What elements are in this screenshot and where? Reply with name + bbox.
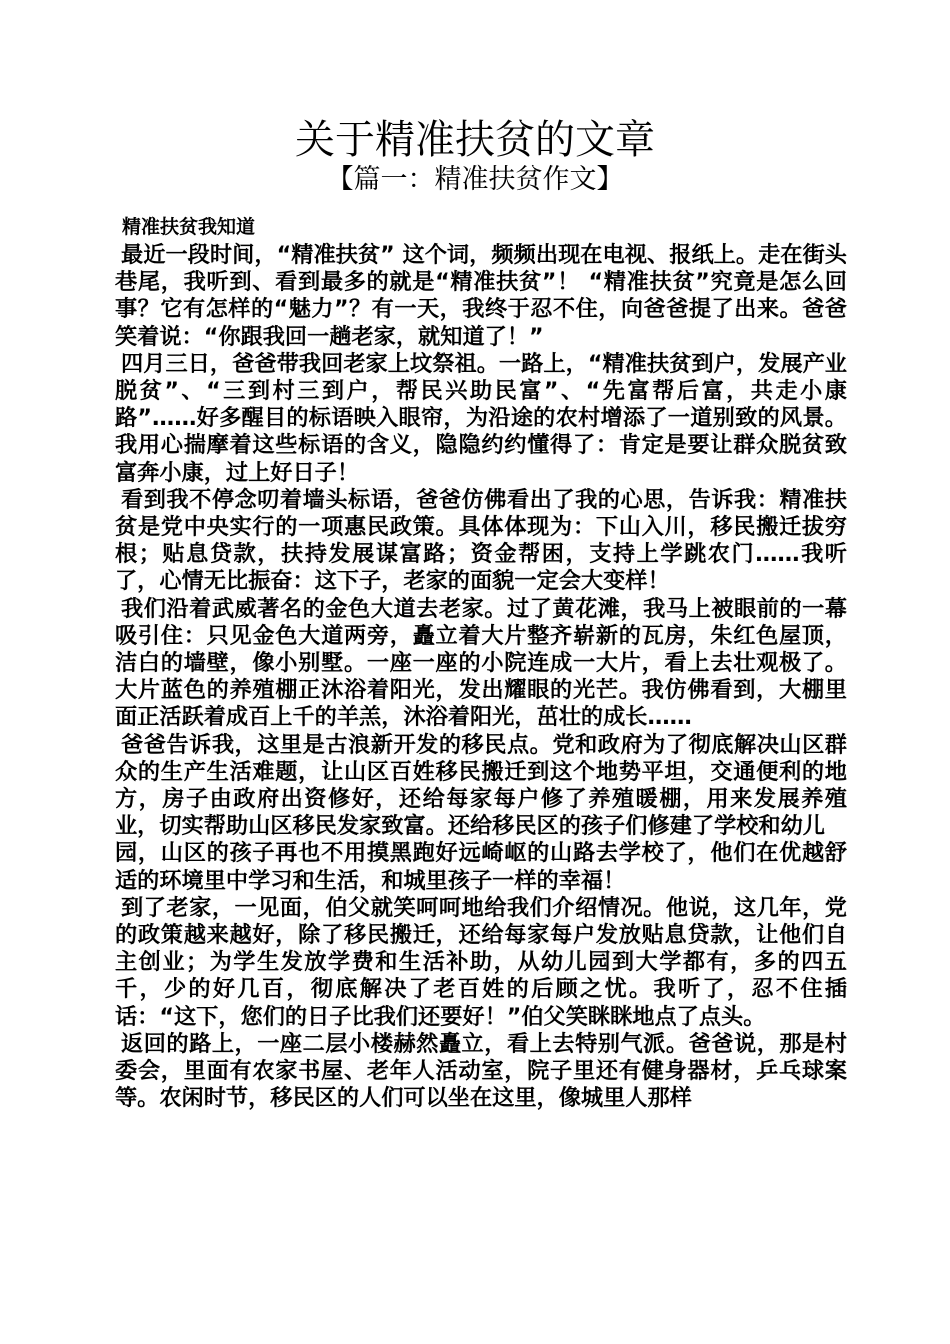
document-subtitle: 【篇一：精准扶贫作文】 <box>326 164 624 195</box>
document-title: 关于精准扶贫的文章 <box>295 117 655 163</box>
paragraph: 看到我不停念叨着墙头标语，爸爸仿佛看出了我的心思，告诉我：精准扶贫是党中央实行的一项惠民政策。具体体现为：下山入川，移民搬迁拔穷根；贴息贷款，扶持发展谋富路；资金帮困，支持上学跳农门……我听了，心情无比振奋：这下子，老家的面貌一定会大变样！ <box>115 486 847 595</box>
document-body <box>115 212 847 1113</box>
paragraph: 爸爸告诉我，这里是古浪新开发的移民点。党和政府为了彻底解决山区群众的生产生活难题，让山区百姓移民搬迁到这个地势平坦，交通便利的地方，房子由政府出资修好，还给每家每户修了养殖暖棚，用来发展养殖业，切实帮助山区移民发家致富。还给移民区的孩子们修建了学校和幼儿 <box>115 731 847 840</box>
paragraph: 我们沿着武威著名的金色大道去老家。过了黄花滩，我马上被眼前的一幕吸引住：只见金色大道两旁，矗立着大片整齐崭新的瓦房，朱红色屋顶，洁白的墙壁，像小别墅。一座一座的小院连成一大片，看上去壮观极了。大片蓝色的养殖棚正沐浴着阳光，发出耀眼的光芒。我仿佛看到，大棚里面正活跃着成百上千的羊羔，沐浴着阳光，茁壮的成长…… <box>115 595 847 731</box>
paragraph: 园，山区的孩子再也不用摸黑跑好远崎岖的山路去学校了，他们在优越舒适的环境里中学习和生活，和城里孩子一样的幸福！ <box>115 840 847 894</box>
paragraph: 返回的路上，一座二层小楼赫然矗立，看上去特别气派。爸爸说，那是村委会，里面有农家书屋、老年人活动室，院子里还有健身器材，乒乓球案等。农闲时节，移民区的人们可以坐在这里，像城里人那样 <box>115 1030 847 1112</box>
paragraph: 到了老家，一见面，伯父就笑呵呵地给我们介绍情况。他说，这几年，党的政策越来越好，除了移民搬迁，还给每家每户发放贴息贷款，让他们自主创业；为学生发放学费和生活补助，从幼儿园到大学都有，多的四五千，少的好几百，彻底解决了老百姓的后顾之忧。我听了，忍不住插话：“这下，您们的日子比我们还要好！”伯父笑眯眯地点了点头。 <box>115 894 847 1030</box>
paragraph: 四月三日，爸爸带我回老家上坟祭祖。一路上，“精准扶贫到户，发展产业脱贫”、“三到村三到户，帮民兴助民富”、“先富帮后富，共走小康路”……好多醒目的标语映入眼帘，为沿途的农村增添了一道别致的风景。我用心揣摩着这些标语的含义，隐隐约约懂得了：肯定是要让群众脱贫致富奔小康，过上好日子！ <box>115 350 847 486</box>
section-heading: 精准扶贫我知道 <box>122 216 256 238</box>
paragraph: 最近一段时间，“精准扶贫” 这个词，频频出现在电视、报纸上。走在街头巷尾，我听到、看到最多的就是“精准扶贫”！ “精准扶贫”究竟是怎么回事？它有怎样的“魅力”？有一天，我终于忍不住，向爸爸提了出来。爸爸笑着说：“你跟我回一趟老家，就知道了！” <box>115 242 847 350</box>
